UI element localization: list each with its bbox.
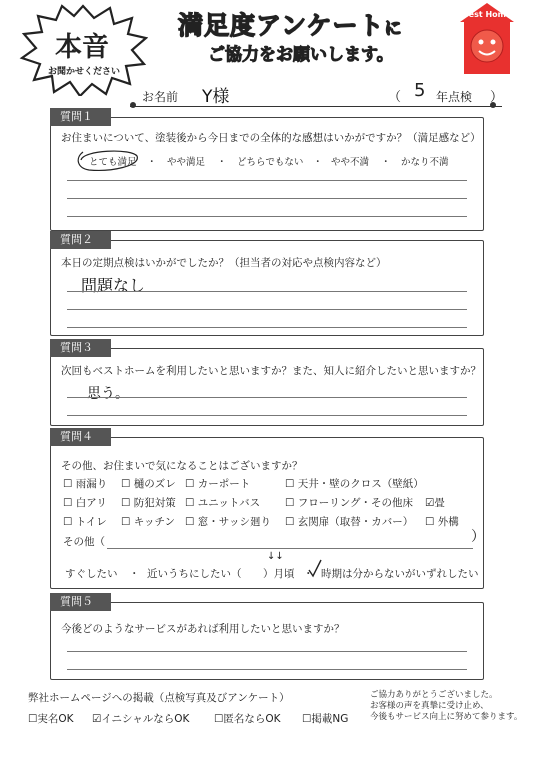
q4-checkbox-window-sash[interactable]: ☐ 窓・サッシ廻り: [185, 516, 272, 528]
q4-checkbox-exterior[interactable]: ☐ 外構: [425, 516, 459, 528]
q4-timing-someday[interactable]: 時期は分からないがいずれしたい: [321, 568, 479, 580]
q4-timing-immediately[interactable]: すぐしたい: [65, 568, 118, 580]
question-2-heading: 質問２: [50, 231, 111, 249]
q4-timing-sep-1: ・: [129, 568, 140, 580]
question-5-heading: 質問５: [50, 593, 111, 611]
q4-timing-soon[interactable]: 近いうちにしたい（: [147, 568, 242, 580]
answer-line: [67, 651, 467, 652]
question-2-answer[interactable]: 問題なし: [81, 276, 146, 295]
years-label: 年点検: [436, 90, 473, 104]
q4-checkbox-carport[interactable]: ☐ カーポート: [185, 478, 251, 490]
answer-line: [67, 415, 467, 416]
name-value[interactable]: Y様: [202, 87, 230, 107]
q4-checkbox-gutter[interactable]: ☐ 樋のズレ: [121, 478, 176, 490]
question-1-heading: 質問１: [50, 108, 111, 126]
badge-main-text: 本音: [55, 32, 109, 63]
years-close-paren: ）: [490, 90, 504, 105]
question-3-section: [50, 341, 484, 426]
q4-checkbox-unit-bath[interactable]: ☐ ユニットバス: [185, 497, 261, 509]
question-1-text: お住まいについて、塗装後から今日までの全体的な感想はいかがですか？（満足感など）: [61, 132, 481, 144]
q4-timing-month: ）月頃: [263, 568, 295, 580]
badge-sub-text: お聞かせください: [47, 67, 121, 77]
q1-option-very-dissatisfied[interactable]: かなり不満: [401, 157, 449, 168]
years-open-paren: （: [388, 90, 402, 105]
page-subtitle: ご協力をお願いします。: [208, 45, 394, 65]
q4-other-label: その他（: [63, 536, 105, 548]
checked-box-icon: ☑: [425, 497, 435, 509]
question-3-heading: 質問３: [50, 339, 111, 357]
q4-checkbox-entrance-door[interactable]: ☐ 玄関扉（取替・カバー）: [285, 516, 414, 528]
question-5-text: 今後どのようなサービスがあれば利用したいと思いますか？: [61, 623, 345, 635]
honne-badge: [18, 4, 148, 96]
answer-line: [67, 669, 467, 670]
question-4-section: [50, 430, 485, 589]
q4-checkbox-security[interactable]: ☐ 防犯対策: [121, 497, 176, 509]
title-line1-suffix: に: [384, 19, 403, 39]
q4-checkbox-rain-leak[interactable]: ☐ 雨漏り: [63, 478, 108, 490]
q4-checkbox-flooring[interactable]: ☐ フローリング・その他床: [285, 497, 414, 509]
logo-text: Best Home: [462, 10, 512, 19]
q1-option-very-satisfied[interactable]: とても満足: [89, 157, 137, 168]
answer-line: [67, 327, 467, 328]
publish-option-anonymous[interactable]: ☐匿名ならOK: [214, 713, 281, 725]
answer-line: [67, 180, 467, 181]
q4-timing-sep-2: ・: [303, 568, 314, 580]
title-line1: 満足度アンケート: [178, 11, 385, 40]
q1-option-somewhat-dissatisfied[interactable]: やや不満: [331, 157, 370, 168]
q4-checkbox-ceiling-wall[interactable]: ☐ 天井・壁のクロス（壁紙）: [285, 478, 424, 490]
answer-line: [67, 198, 467, 199]
answer-line: [67, 397, 467, 398]
answer-line: [67, 291, 467, 292]
question-2-section: [50, 233, 484, 336]
publish-label: 弊社ホームページへの掲載（点検写真及びアンケート）: [28, 692, 290, 704]
q1-sep-2: ・: [217, 157, 227, 168]
page-title: [178, 6, 403, 42]
q4-checkbox-tatami[interactable]: ☑畳: [425, 497, 445, 509]
answer-line: [67, 309, 467, 310]
thanks-note: ご協力ありがとうございました。 お客様の声を真摯に受け止め、 今後もサービス向上に努めて参ります。: [370, 690, 523, 722]
question-1-section: [50, 110, 484, 231]
q4-checkbox-termites[interactable]: ☐ 白アリ: [63, 497, 107, 509]
q4-other-close: ）: [471, 529, 485, 545]
question-5-section: [50, 595, 484, 680]
publish-option-initials[interactable]: ☑イニシャルならOK: [92, 713, 190, 725]
checked-box-icon: ☑: [92, 713, 102, 725]
years-value[interactable]: 5: [414, 80, 426, 101]
question-4-heading: 質問４: [50, 428, 111, 446]
name-row: [130, 82, 502, 107]
answer-line: [67, 216, 467, 217]
publish-option-real-name[interactable]: ☐実名OK: [28, 713, 74, 725]
q1-sep-4: ・: [381, 157, 391, 168]
question-2-text: 本日の定期点検はいかがでしたか？（担当者の対応や点検内容など）: [61, 257, 387, 269]
q4-checkbox-kitchen[interactable]: ☐ キッチン: [121, 516, 176, 528]
name-label: お名前: [142, 90, 179, 104]
question-3-answer[interactable]: 思う。: [87, 386, 129, 402]
q4-other-input-line[interactable]: [107, 548, 473, 549]
q1-option-somewhat-satisfied[interactable]: やや満足: [167, 157, 206, 168]
selection-circle-mark: [71, 146, 143, 176]
q4-arrows: ↓↓: [267, 551, 284, 562]
best-home-logo: [458, 2, 516, 76]
q4-checkbox-toilet[interactable]: ☐ トイレ: [63, 516, 107, 528]
q1-sep-1: ・: [147, 157, 157, 168]
question-4-text: その他、お住まいで気になることはございますか？: [61, 460, 303, 472]
q1-sep-3: ・: [313, 157, 323, 168]
question-3-text: 次回もベストホームを利用したいと思いますか？また、知人に紹介したいと思いますか？: [61, 365, 481, 377]
q1-option-neutral[interactable]: どちらでもない: [237, 157, 304, 168]
publish-option-no[interactable]: ☐掲載NG: [302, 713, 349, 725]
